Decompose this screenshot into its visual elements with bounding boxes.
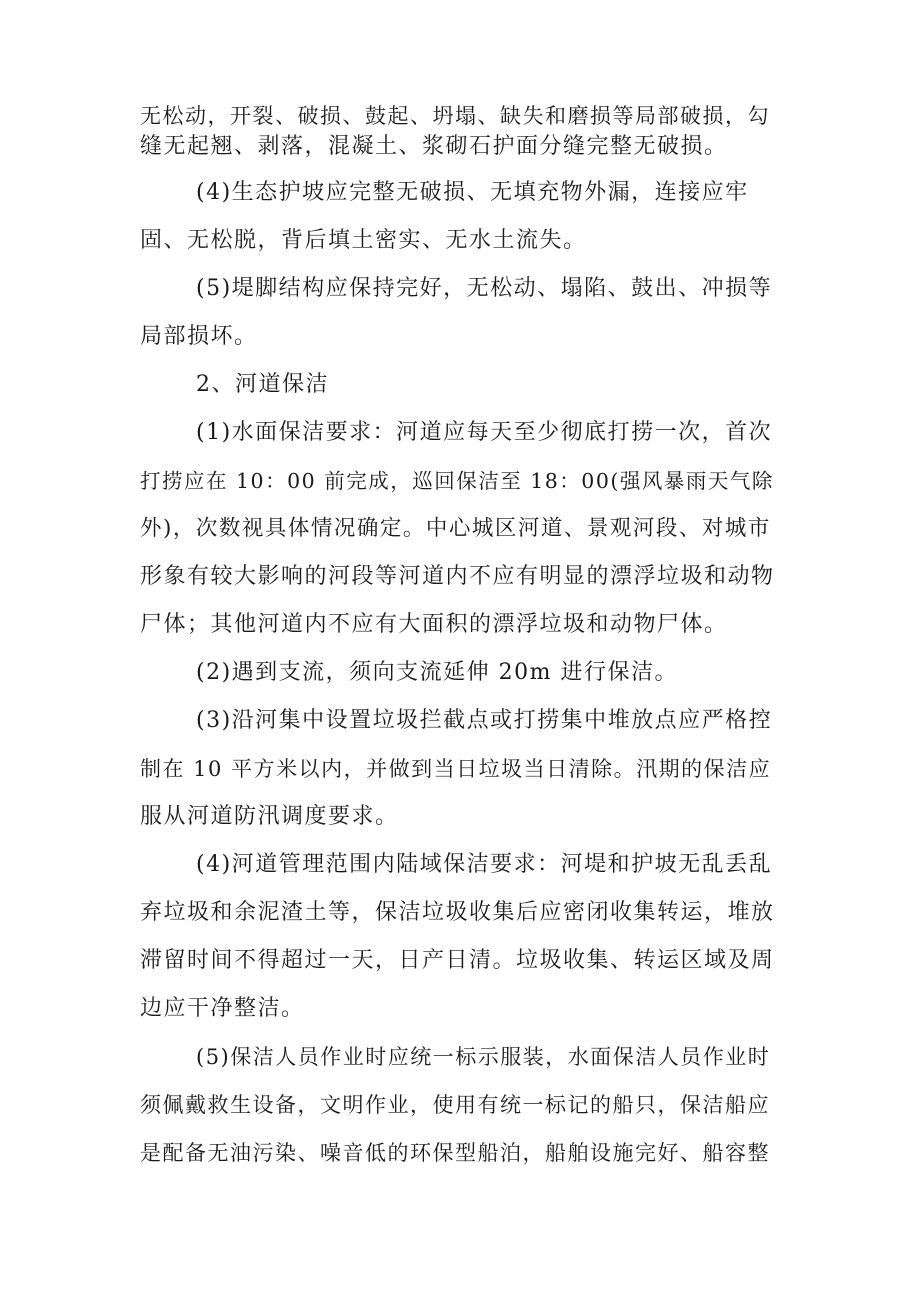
text-line: 固、无松脱，背后填土密实、无水土流失。 [140,228,587,253]
text-line: 制在 10 平方米以内，并做到当日垃圾当日清除。汛期的保洁应 [140,757,772,781]
text-line: 弃垃圾和余泥渣土等，保洁垃圾收集后应密闭收集转运，堆放 [140,900,775,925]
text-line: (4)生态护坡应完整无破损、无填充物外漏，连接应牢 [196,180,749,205]
text-line: (5)保洁人员作业时应统一标示服装，水面保洁人员作业时 [196,1045,771,1069]
text-line: 边应干净整洁。 [140,996,305,1021]
text-line: (1)水面保洁要求：河道应每天至少彻底打捞一次，首次 [196,420,773,445]
text-line: 无松动，开裂、破损、鼓起、坍塌、缺失和磨损等局部破损，勾 [140,104,770,128]
text-line: 打捞应在 10：00 前完成，巡回保洁至 18：00(强风暴雨天气除 [140,469,774,493]
text-line: 外)，次数视具体情况确定。中心城区河道、景观河段、对城市 [140,516,771,541]
text-line: (4)河道管理范围内陆域保洁要求：河堤和护坡无乱丢乱 [196,852,773,877]
section-heading: 2、河道保洁 [196,372,329,397]
text-line: 是配备无油污染、噪音低的环保型船泊，船舶设施完好、船容整 [140,1141,770,1165]
text-line: 形象有较大影响的河段等河道内不应有明显的漂浮垃圾和动物 [140,564,775,589]
text-line: 须佩戴救生设备，文明作业，使用有统一标记的船只，保洁船应 [140,1093,770,1117]
text-line: 局部损坏。 [140,324,258,349]
text-line: 服从河道防汛调度要求。 [140,804,399,829]
text-line: (2)遇到支流，须向支流延伸 20m 进行保洁。 [196,660,679,685]
text-line: (3)沿河集中设置垃圾拦截点或打捞集中堆放点应严格控 [196,708,773,733]
text-line: 滞留时间不得超过一天，日产日清。垃圾收集、转运区域及周 [140,948,775,973]
text-line: 缝无起翘、剥落，混凝土、浆砌石护面分缝完整无破损。 [140,134,728,159]
text-line: 尸体；其他河道内不应有大面积的漂浮垃圾和动物尸体。 [140,612,728,637]
text-line: (5)堤脚结构应保持完好，无松动、塌陷、鼓出、冲损等 [196,276,773,301]
